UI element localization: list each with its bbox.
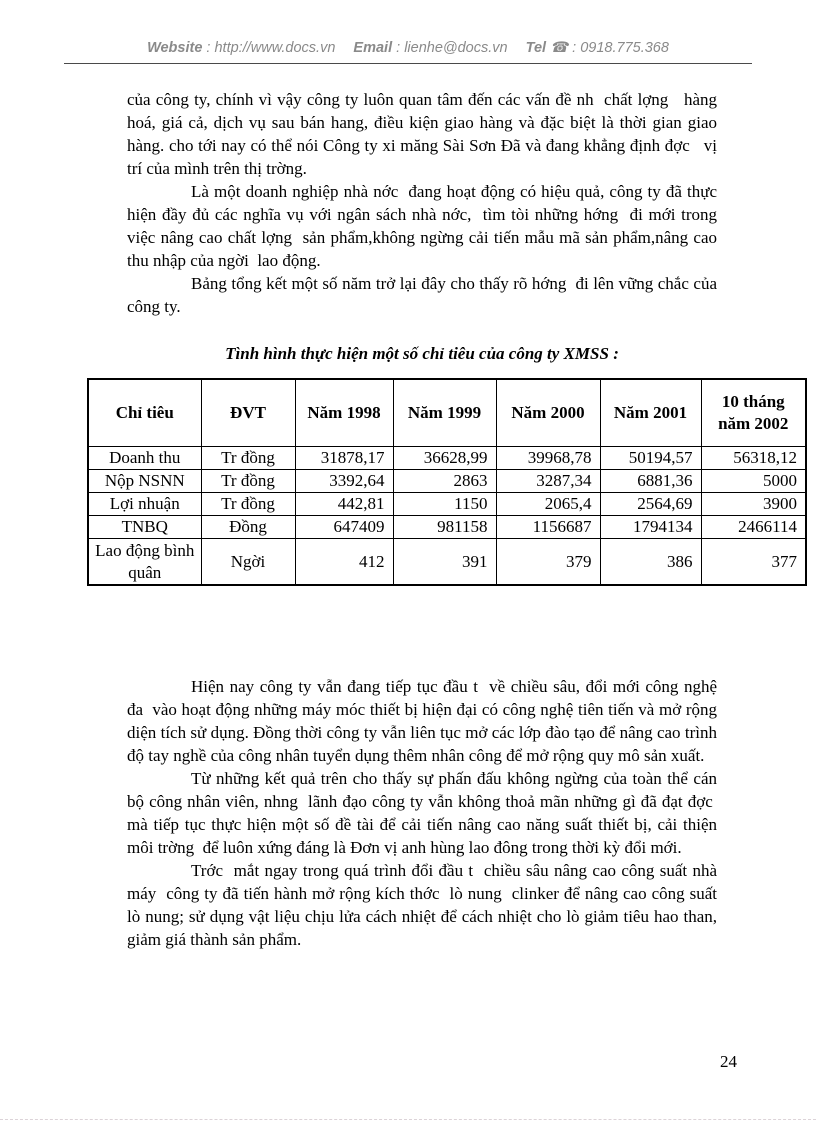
cell-value: 3392,64 — [295, 470, 393, 493]
paragraph-6: Trớc mắt ngay trong quá trình đổi đầu t chiều sâu nâng cao công suất nhà máy công ty đã tiến hành mở rộng kích thớc lò nung clinker để nâng cao công suất lò nung; sử dụng vật liệu chịu lửa cách nhiệt để cách nhiệt cho lò giảm tiêu hao than, giảm giá thành sản phẩm. — [127, 861, 717, 949]
website-label: Website — [147, 40, 203, 56]
cell-value: 2065,4 — [496, 493, 600, 516]
table-caption: Tình hình thực hiện một số chỉ tiêu của công ty XMSS : — [225, 344, 619, 363]
cell-value: 377 — [701, 539, 806, 586]
cell-value: 2863 — [393, 470, 496, 493]
cell-value: 2564,69 — [600, 493, 701, 516]
indicators-table-wrap — [87, 378, 805, 586]
row-label: Lao động bình quân — [88, 539, 201, 586]
table-row-loi-nhuan — [88, 493, 806, 516]
cell-value: 3900 — [701, 493, 806, 516]
cell-value: 1794134 — [600, 516, 701, 539]
col-header-1998: Năm 1998 — [295, 379, 393, 447]
row-unit: Tr đồng — [201, 447, 295, 470]
table-row-doanh-thu — [88, 447, 806, 470]
cell-value: 5000 — [701, 470, 806, 493]
cell-value: 39968,78 — [496, 447, 600, 470]
email-value: : lienhe@docs.vn — [392, 40, 508, 56]
cell-value: 56318,12 — [701, 447, 806, 470]
cell-value: 2466114 — [701, 516, 806, 539]
cell-value: 412 — [295, 539, 393, 586]
col-header-2000: Năm 2000 — [496, 379, 600, 447]
cell-value: 31878,17 — [295, 447, 393, 470]
row-unit: Tr đồng — [201, 470, 295, 493]
cell-value: 391 — [393, 539, 496, 586]
paragraph-2: Là một doanh nghiệp nhà nớc đang hoạt động có hiệu quả, công ty đã thực hiện đầy đủ các nghĩa vụ với ngân sách nhà nớc, tìm tòi những hớng đi mới trong việc nâng cao chất lợng sản phẩm,không ngừng cải tiến mẫu mã sản phẩm,nâng cao thu nhập của ngời lao động. — [127, 182, 717, 270]
tel-value: : 0918.775.368 — [568, 40, 669, 56]
website-value: : http://www.docs.vn — [202, 40, 336, 56]
col-header-2002: 10 tháng năm 2002 — [701, 379, 806, 447]
row-label: TNBQ — [88, 516, 201, 539]
cell-value: 386 — [600, 539, 701, 586]
table-row-tnbq — [88, 516, 806, 539]
col-header-chi-tieu: Chỉ tiêu — [88, 379, 201, 447]
col-header-dvt: ĐVT — [201, 379, 295, 447]
page-number: 24 — [720, 1052, 737, 1071]
cell-value: 36628,99 — [393, 447, 496, 470]
table-row-nop-nsnn — [88, 470, 806, 493]
page-header — [64, 40, 752, 64]
header-email — [353, 40, 507, 56]
cell-value: 647409 — [295, 516, 393, 539]
row-label: Doanh thu — [88, 447, 201, 470]
paragraph-5: Từ những kết quả trên cho thấy sự phấn đấu không ngừng của toàn thể cán bộ công nhân viên, nhng lãnh đạo công ty vẫn không thoả mãn những gì đã đạt đợc mà tiếp tục thực hiện một số đề tài để cải tiến nâng cao năng suất thiết bị, cải thiện môi trờng để luôn xứng đáng là Đơn vị anh hùng lao đông trong thời kỳ đổi mới. — [127, 769, 717, 857]
table-header-row — [88, 379, 806, 447]
row-unit: Ngời — [201, 539, 295, 586]
page-break-divider — [0, 1119, 816, 1120]
table-row-lao-dong — [88, 539, 806, 586]
cell-value: 379 — [496, 539, 600, 586]
cell-value: 1156687 — [496, 516, 600, 539]
upper-text-block — [127, 88, 717, 365]
paragraph-1: của công ty, chính vì vậy công ty luôn quan tâm đến các vấn đề nh chất lợng hàng hoá, giá cả, dịch vụ sau bán hang, điều kiện giao hàng và đặc biệt là thời gian giao hàng. cho tới nay có thể nói Công ty xi măng Sài Sơn Đã và đang khẳng định đợc vị trí của mình trên thị trờng. — [127, 90, 717, 178]
indicators-table — [87, 378, 807, 586]
row-label: Lợi nhuận — [88, 493, 201, 516]
col-header-1999: Năm 1999 — [393, 379, 496, 447]
row-unit: Tr đồng — [201, 493, 295, 516]
cell-value: 442,81 — [295, 493, 393, 516]
row-label: Nộp NSNN — [88, 470, 201, 493]
phone-icon: ☎ — [550, 40, 569, 56]
row-unit: Đồng — [201, 516, 295, 539]
paragraph-4: Hiện nay công ty vẫn đang tiếp tục đầu t về chiều sâu, đổi mới công nghệ đa vào hoạt động những máy móc thiết bị hiện đại có công nghệ tiên tiến và mở rộng diện tích sử dụng. Đồng thời công ty vẫn liên tục mở các lớp đào tạo để nâng cao trình độ tay nghề của công nhân tuyển dụng thêm nhân công để mở rộng quy mô sản xuất. — [127, 677, 717, 765]
col-header-2001: Năm 2001 — [600, 379, 701, 447]
email-label: Email — [353, 40, 393, 56]
paragraph-3: Bảng tổng kết một số năm trở lại đây cho thấy rõ hớng đi lên vững chắc của công ty. — [127, 274, 717, 316]
tel-label: Tel — [525, 40, 547, 56]
cell-value: 50194,57 — [600, 447, 701, 470]
cell-value: 1150 — [393, 493, 496, 516]
header-tel — [526, 40, 669, 56]
cell-value: 981158 — [393, 516, 496, 539]
header-website — [147, 40, 335, 56]
lower-text-block — [127, 675, 717, 951]
cell-value: 3287,34 — [496, 470, 600, 493]
cell-value: 6881,36 — [600, 470, 701, 493]
